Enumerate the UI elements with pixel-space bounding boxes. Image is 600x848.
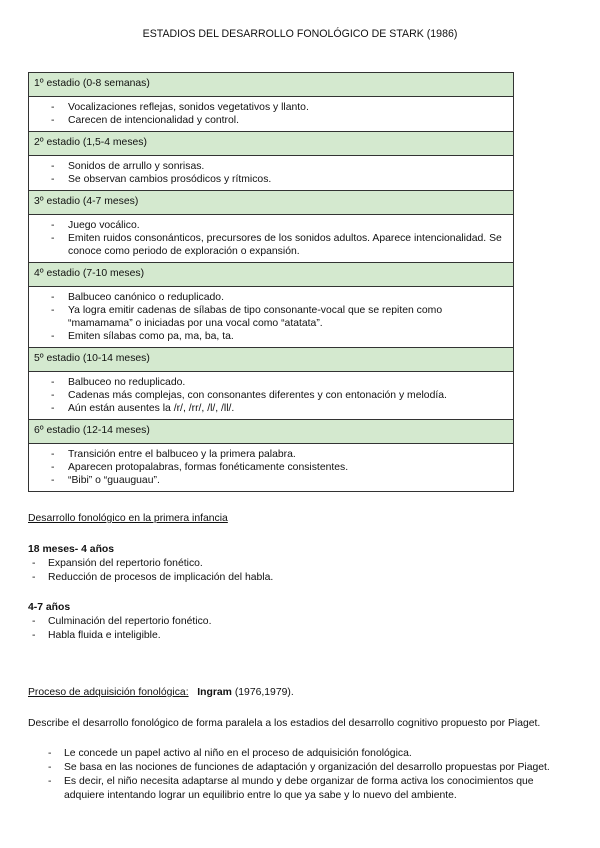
list-item: - Reducción de procesos de implicación del habla. — [32, 572, 274, 583]
list-item: - Habla fluida e inteligible. — [32, 630, 161, 641]
stage-body — [29, 444, 513, 491]
list-item: - Aún están ausentes la /r/, /rr/, /l/, /ll/. — [51, 403, 235, 414]
list-item: - Expansión del repertorio fonético. — [32, 558, 203, 569]
list-item: - Culminación del repertorio fonético. — [32, 616, 212, 627]
list-item: - Le concede un papel activo al niño en el proceso de adquisición fonológica. — [48, 748, 412, 759]
document-title: ESTADIOS DEL DESARROLLO FONOLÓGICO DE STARK (1986) — [142, 28, 458, 40]
infancy-section — [28, 513, 568, 524]
ingram-list — [28, 747, 568, 803]
list-item: - Balbuceo no reduplicado. — [51, 377, 186, 388]
ingram-author: Ingram — [197, 687, 232, 698]
list-item: - Transición entre el balbuceo y la primera palabra. — [51, 449, 296, 460]
list-item: - Balbuceo canónico o reduplicado. — [51, 292, 224, 303]
stage-body — [29, 287, 513, 348]
stage-body — [29, 372, 513, 420]
stage-body — [29, 156, 513, 191]
list-item: - Carecen de intencionalidad y control. — [51, 115, 239, 126]
stage-heading: 2º estadio (1,5-4 meses) — [29, 132, 513, 156]
list-item: - “Bibi” o “guauguau”. — [51, 475, 160, 486]
stage-heading: 3º estadio (4-7 meses) — [29, 191, 513, 215]
list-item: - Ya logra emitir cadenas de sílabas de tipo consonante-vocal que se repiten como “mamamama” o iniciadas por una vocal como “atatata”. — [51, 305, 443, 329]
stage-heading: 6º estadio (12-14 meses) — [29, 420, 513, 444]
list-item: - Se basa en las nociones de funciones de adaptación y organización del desarrollo propuestas por Piaget. — [48, 762, 550, 773]
age-group-heading: 4-7 años — [28, 602, 71, 613]
stage-heading: 5º estadio (10-14 meses) — [29, 348, 513, 372]
list-item: - Vocalizaciones reflejas, sonidos vegetativos y llanto. — [51, 102, 309, 113]
age-group — [28, 601, 568, 643]
list-item: - Cadenas más complejas, con consonantes diferentes y con entonación y melodía. — [51, 390, 447, 401]
ingram-label: Proceso de adquisición fonológica: — [28, 687, 189, 698]
list-item: - Es decir, el niño necesita adaptarse al mundo y debe organizar de forma activa los conocimientos que adquiere intentando lograr un equilibrio entre lo que ya sabe y lo nuevo del ambiente. — [48, 776, 534, 801]
age-group — [28, 543, 568, 585]
ingram-years: (1976,1979). — [234, 687, 294, 698]
stage-heading: 1º estadio (0-8 semanas) — [29, 73, 513, 97]
stages-table — [28, 72, 514, 492]
ingram-heading — [28, 687, 568, 698]
list-item: - Emiten ruidos consonánticos, precursores de los sonidos adultos. Aparece intencionalidad. Se conoce como periodo de exploración o expansión. — [51, 233, 502, 257]
age-group-heading: 18 meses- 4 años — [28, 544, 115, 555]
list-item: - Emiten sílabas como pa, ma, ba, ta. — [51, 331, 234, 342]
stage-body — [29, 215, 513, 263]
ingram-description: Describe el desarrollo fonológico de forma paralela a los estadios del desarrollo cognitivo propuesto por Piaget. — [28, 718, 541, 729]
list-item: - Se observan cambios prosódicos y rítmicos. — [51, 174, 272, 185]
stage-body — [29, 97, 513, 132]
stage-heading: 4º estadio (7-10 meses) — [29, 263, 513, 287]
list-item: - Juego vocálico. — [51, 220, 140, 231]
list-item: - Sonidos de arrullo y sonrisas. — [51, 161, 205, 172]
list-item: - Aparecen protopalabras, formas fonéticamente consistentes. — [51, 462, 349, 473]
section-title: Desarrollo fonológico en la primera infancia — [28, 513, 228, 524]
